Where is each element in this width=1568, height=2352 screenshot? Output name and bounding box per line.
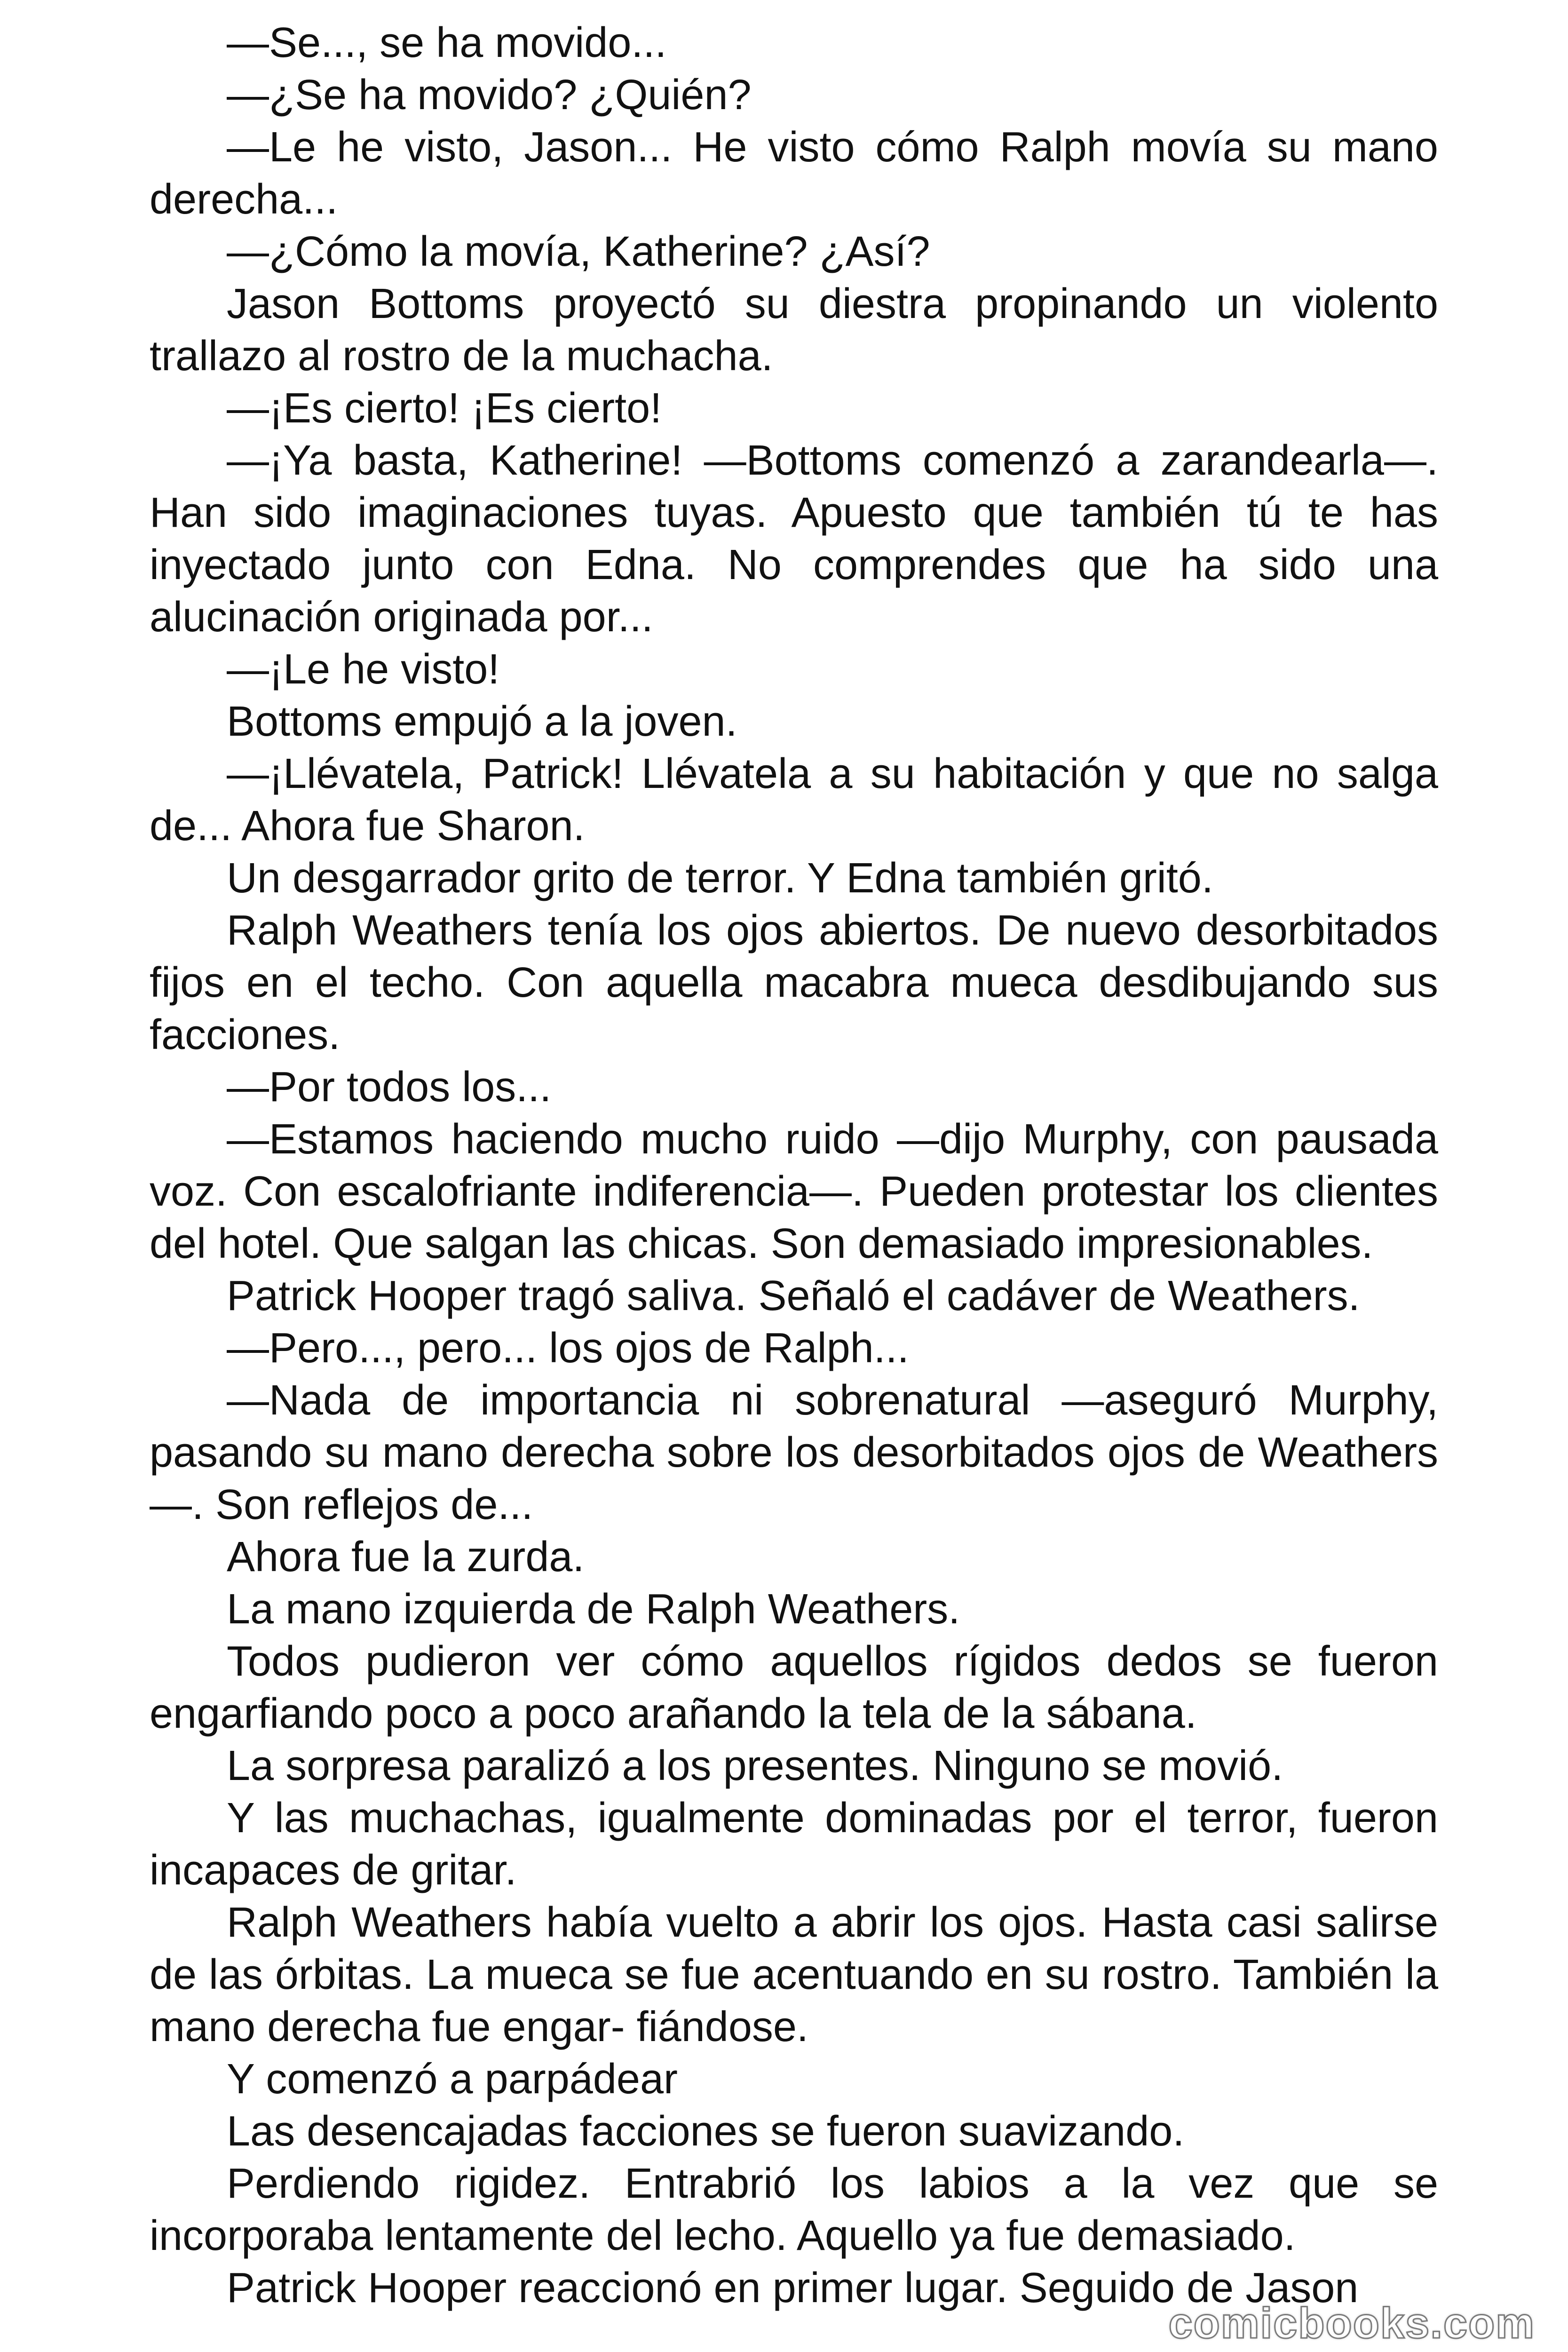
paragraph: —Por todos los...	[227, 1064, 552, 1111]
paragraph: Bottoms empujó a la joven.	[227, 698, 737, 745]
paragraph: —Estamos haciendo mucho ruido —dijo Murphy, con pausada voz. Con escalofriante indiferencia—. Pueden protestar los clientes del hotel. Que salgan las chicas. Son demasiado impresionables.	[150, 1116, 1438, 1267]
paragraph: —Pero..., pero... los ojos de Ralph...	[227, 1325, 909, 1372]
paragraph: —¡Es cierto! ¡Es cierto!	[227, 385, 662, 432]
paragraph: Las desencajadas facciones se fueron suavizando.	[227, 2108, 1185, 2155]
paragraph: —¡Llévatela, Patrick! Llévatela a su habitación y que no salga de... Ahora fue Sharon.	[150, 750, 1438, 850]
paragraph: Ralph Weathers tenía los ojos abiertos. De nuevo desorbitados fijos en el techo. Con aquella macabra mueca desdibujando sus facciones.	[150, 907, 1438, 1058]
paragraph: La mano izquierda de Ralph Weathers.	[227, 1586, 960, 1633]
paragraph: —¡Le he visto!	[227, 646, 500, 693]
paragraph: —¿Se ha movido? ¿Quién?	[227, 72, 752, 119]
paragraph: —Se..., se ha movido...	[227, 19, 667, 66]
paragraph: —Le he visto, Jason... He visto cómo Ralph movía su mano derecha...	[150, 124, 1438, 223]
paragraph: Y comenzó a parpádear	[227, 2056, 678, 2103]
paragraph: Y las muchachas, igualmente dominadas por el terror, fueron incapaces de gritar.	[150, 1795, 1438, 1894]
paragraph: —Nada de importancia ni sobrenatural —aseguró Murphy, pasando su mano derecha sobre los desorbitados ojos de Weathers—. Son reflejos de...	[150, 1377, 1438, 1528]
paragraph: Todos pudieron ver cómo aquellos rígidos dedos se fueron engarfiando poco a poco arañando la tela de la sábana.	[150, 1638, 1438, 1737]
book-page-text	[150, 17, 1438, 2314]
paragraph: Perdiendo rigidez. Entrabrió los labios a la vez que se incorporaba lentamente del lecho. Aquello ya fue demasiado.	[150, 2160, 1438, 2259]
paragraph: —¿Cómo la movía, Katherine? ¿Así?	[227, 228, 930, 275]
paragraph: —¡Ya basta, Katherine! —Bottoms comenzó a zarandearla—. Han sido imaginaciones tuyas. Apuesto que también tú te has inyectado junto con Edna. No comprendes que ha sido una alucinación originada por...	[150, 437, 1438, 641]
paragraph: Patrick Hooper reaccionó en primer lugar. Seguido de Jason	[227, 2265, 1359, 2312]
paragraph: Un desgarrador grito de terror. Y Edna también gritó.	[227, 855, 1213, 902]
paragraph: Ralph Weathers había vuelto a abrir los ojos. Hasta casi salirse de las órbitas. La mueca se fue acentuando en su rostro. También la mano derecha fue engar- fiándose.	[150, 1899, 1438, 2050]
paragraph: Ahora fue la zurda.	[227, 1534, 585, 1581]
paragraph: Patrick Hooper tragó saliva. Señaló el cadáver de Weathers.	[227, 1272, 1360, 1319]
watermark-logo: comicbooks.com	[1168, 2299, 1535, 2347]
paragraph: La sorpresa paralizó a los presentes. Ninguno se movió.	[227, 1742, 1283, 1789]
paragraph: Jason Bottoms proyectó su diestra propinando un violento trallazo al rostro de la muchacha.	[150, 280, 1438, 380]
